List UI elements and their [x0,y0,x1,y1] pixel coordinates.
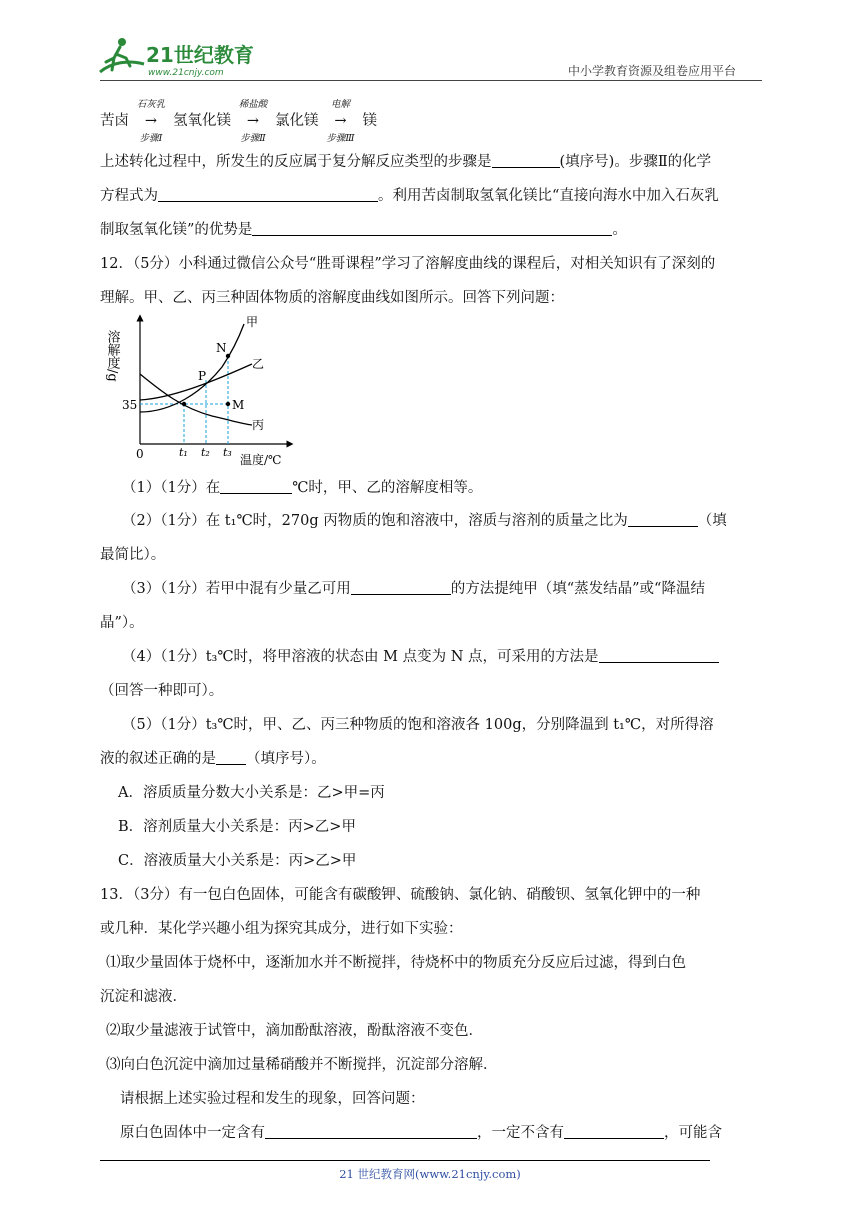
blank-s4[interactable] [599,648,719,663]
footer-divider [100,1160,710,1161]
blank-must-not-contain[interactable] [564,1124,664,1139]
series-label-yi: 乙 [252,357,265,371]
reaction-start: 苦卤 [100,113,129,129]
blank-advantage[interactable] [252,221,612,236]
series-label-bing: 丙 [252,418,265,432]
reaction-mid2: 氯化镁 [275,113,319,129]
reaction-end: 镁 [362,113,377,129]
header-divider [100,80,762,81]
svg-text:M: M [232,398,245,412]
q13-stem-2: 或几种．某化学兴趣小组为探究其成分，进行如下实验： [100,921,463,937]
blank-equation[interactable] [158,187,378,202]
q13-ask: 请根据上述实验过程和发生的现象，回答问题： [120,1091,425,1107]
blank-step[interactable] [492,153,560,168]
q12-sub4-cont: （回答一种即可）。 [100,683,224,699]
reaction-arrow-3: 电解 → 步骤Ⅲ [326,99,355,144]
reaction-mid1: 氢氧化镁 [173,113,231,129]
q12-sub2-cont: 最简比）。 [100,547,166,563]
curve-yi [140,364,252,400]
blank-s1[interactable] [220,479,292,494]
q13-exp1-cont: 沉淀和滤液． [100,989,187,1005]
q12-sub2: （2）（1分）在 t₁℃时，270g 丙物质的饱和溶液中，溶质与溶剂的质量之比为 （填 [122,513,727,529]
svg-text:P: P [198,369,207,383]
q13-exp1: ⑴取少量固体于烧杯中，逐渐加水并不断搅拌，待烧杯中的物质充分反应后过滤，得到白色 [106,955,686,971]
q11-line-2: 方程式为 。利用苦卤制取氢氧化镁比“直接向海水中加入石灰乳 [100,188,719,204]
q12-stem-2: 理解。甲、乙、丙三种固体物质的溶解度曲线如图所示。回答下列问题： [100,290,564,306]
blank-s5[interactable] [216,750,246,765]
footer-text: 21 世纪教育网(www.21cnjy.com) [339,1167,521,1181]
q12-sub3: （3）（1分）若甲中混有少量乙可用 的方法提纯甲（填“蒸发结晶”或“降温结 [122,581,705,597]
q12-sub1: （1）（1分）在 ℃时，甲、乙的溶解度相等。 [122,480,483,496]
q13-exp2: ⑵取少量滤液于试管中，滴加酚酞溶液，酚酞溶液不变色． [106,1023,483,1039]
q13-answer-line: 原白色固体中一定含有 ，一定不含有 ，可能含 [120,1125,722,1141]
header-platform-text: 中小学教育资源及组卷应用平台 [568,64,737,78]
option-a: A．溶质质量分数大小关系是：乙>甲=丙 [118,785,385,801]
q12-sub4: （4）（1分）t₃℃时，将甲溶液的状态由 M 点变为 N 点，可采用的方法是 [122,647,719,667]
y-tick-35: 35 [122,398,138,412]
q12-sub5-cont: 液的叙述正确的是 （填序号）。 [100,751,326,767]
point-intersect [182,402,186,406]
blank-s2[interactable] [628,512,698,527]
x-axis-label: 温度/℃ [240,453,282,467]
reaction-arrow-2: 稀盐酸 → 步骤Ⅱ [238,99,268,144]
q13-stem-1: 13．（3分）有一包白色固体，可能含有碳酸钾、硫酸钠、氯化钠、硝酸钡、氢氧化钾中的一种 [100,887,701,903]
y-axis-label: 溶解度/g [104,330,120,382]
q11-line-1: 上述转化过程中，所发生的反应属于复分解反应类型的步骤是 (填序号)。步骤Ⅱ的化学 [100,154,712,170]
point-M [226,402,230,406]
q11-line-3: 制取氢氧化镁”的优势是 。 [100,222,627,238]
reaction-arrow-1: 石灰乳 → 步骤Ⅰ [136,99,166,144]
blank-s3[interactable] [351,580,451,595]
series-label-jia: 甲 [246,315,259,329]
q13-exp3: ⑶向白色沉淀中滴加过量稀硝酸并不断搅拌，沉淀部分溶解． [106,1057,498,1073]
q12-stem-1: 12．（5分）小科通过微信公众号“胜哥课程”学习了溶解度曲线的课程后，对相关知识有了深刻的 [100,256,716,272]
site-logo [92,32,262,80]
q12-sub5: （5）（1分）t₃℃时，甲、乙、丙三种物质的饱和溶液各 100g，分别降温到 t₁℃，对所得溶 [122,717,714,733]
blank-must-contain[interactable] [265,1124,477,1139]
logo-text: 21世纪教育 [146,43,254,67]
logo-url: www.21cnjy.com [148,68,224,78]
solubility-chart [104,312,312,476]
option-b: B．溶剂质量大小关系是：丙>乙>甲 [118,819,356,835]
svg-text:N: N [216,341,227,355]
x-tick-t1: t₁ [179,446,188,459]
option-c: C．溶液质量大小关系是：丙>乙>甲 [118,853,357,869]
x-tick-t3: t₃ [223,446,232,459]
q12-sub3-cont: 晶”）。 [100,615,144,631]
x-tick-t2: t₂ [201,446,210,459]
origin-label: 0 [136,447,144,461]
reaction-chain [100,99,377,144]
